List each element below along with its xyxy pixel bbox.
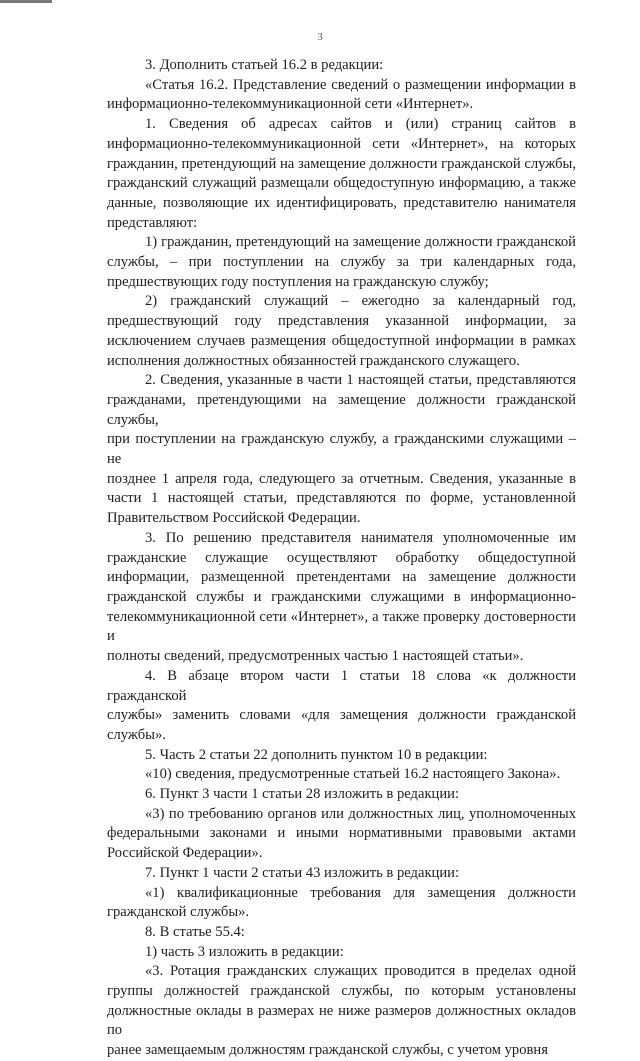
text-line: гражданский служащий размещали общедоступную информацию, а также [107, 175, 576, 192]
text-line: 5. Часть 2 статьи 22 дополнить пунктом 10 в редакции: [145, 746, 488, 763]
text-line: информации, размещенной претендентами на замещение должности [107, 569, 576, 586]
text-line: 3. Дополнить статьей 16.2 в редакции: [145, 57, 384, 73]
text-line: полноты сведений, предусмотренных частью 1 настоящей статьи». [107, 648, 524, 665]
text-line: гражданской службы и гражданскими служащими в информационно- [107, 588, 576, 605]
paragraph [107, 529, 576, 667]
text-line: исполнения должностных обязанностей гражданского служащего. [107, 352, 520, 369]
paragraph [107, 115, 576, 233]
text-line: гражданской службы». [107, 904, 250, 921]
text-line: группы должностей гражданской службы, по которым установлены [107, 983, 576, 1000]
text-line: 8. В статье 55.4: [145, 923, 245, 940]
text-line: 1) гражданин, претендующий на замещение должности гражданской [145, 234, 576, 251]
text-line: федеральными законами и иными нормативными правовыми актами [107, 825, 576, 842]
text-line: Российской Федерации». [107, 845, 263, 862]
text-line: 2) гражданский служащий – ежегодно за календарный год, [145, 293, 576, 310]
text-line: 6. Пункт 3 части 1 статьи 28 изложить в редакции: [145, 786, 460, 803]
paragraph [107, 292, 576, 371]
text-line: при поступлении на гражданскую службу, а гражданскими служащими – не [107, 431, 576, 468]
text-line: 3. По решению представителя нанимателя уполномоченные им [145, 529, 576, 546]
text-line: «3) по требованию органов или должностных лиц, уполномоченных [145, 805, 576, 822]
text-line: 1) часть 3 изложить в редакции: [145, 943, 344, 960]
paragraph [107, 667, 576, 746]
text-line: службы» заменить словами «для замещения должности гражданской [107, 707, 576, 724]
text-line: телекоммуникационной сети «Интернет», а также проверку достоверности и [107, 608, 576, 645]
text-line: гражданские служащие осуществляют обработку общедоступной [107, 549, 576, 566]
paragraph [107, 56, 576, 76]
scan-corner-mark [0, 0, 52, 3]
text-line: предшествующих году поступления на гражданскую службу; [107, 273, 489, 290]
text-line: 2. Сведения, указанные в части 1 настоящей статьи, представляются [145, 372, 576, 389]
text-line: 1. Сведения об адресах сайтов и (или) страниц сайтов в [145, 116, 576, 133]
document-body [107, 56, 576, 1061]
text-line: службы». [107, 726, 166, 743]
text-line: 7. Пункт 1 части 2 статьи 43 изложить в редакции: [145, 864, 460, 881]
paragraph [107, 962, 576, 1061]
page-number: 3 [317, 31, 323, 43]
text-line: представляют: [107, 214, 198, 231]
paragraph [107, 233, 576, 292]
text-line: гражданами, претендующими на замещение должности гражданской службы, [107, 391, 576, 428]
text-line: гражданин, претендующий на замещение должности гражданской службы, [107, 155, 576, 172]
paragraph [107, 923, 576, 943]
paragraph [107, 884, 576, 923]
text-line: предшествующий году представления указанной информации, за [107, 313, 576, 330]
paragraph [107, 785, 576, 805]
text-line: «Статья 16.2. Представление сведений о размещении информации в [145, 76, 576, 93]
text-line: информационно-телекоммуникационной сети «Интернет». [107, 96, 474, 113]
paragraph [107, 746, 576, 766]
paragraph [107, 76, 576, 115]
text-line: «3. Ротация гражданских служащих проводится в пределах одной [145, 963, 576, 980]
paragraph [107, 943, 576, 963]
text-line: службы, – при поступлении на службу за три календарных года, [107, 254, 576, 271]
text-line: исключением случаев размещения общедоступной информации в рамках [107, 332, 576, 349]
text-line: 4. В абзаце втором части 1 статьи 18 слова «к должности гражданской [107, 667, 576, 704]
text-line: информационно-телекоммуникационной сети «Интернет», на которых [107, 135, 576, 152]
text-line: «10) сведения, предусмотренные статьей 16.2 настоящего Закона». [145, 766, 561, 783]
paragraph [107, 765, 576, 785]
text-line: должностные оклады в размерах не ниже размеров должностных окладов по [107, 1002, 576, 1039]
text-line: части 1 настоящей статьи, представляются по форме, установленной [107, 490, 576, 507]
text-line: «1) квалификационные требования для замещения должности [145, 884, 576, 901]
paragraph [107, 864, 576, 884]
text-line: данные, позволяющие их идентифицировать, представителю нанимателя [107, 194, 576, 211]
paragraph [107, 371, 576, 529]
text-line: ранее замещаемым должностям гражданской службы, с учетом уровня [107, 1042, 548, 1059]
paragraph [107, 805, 576, 864]
text-line: позднее 1 апреля года, следующего за отчетным. Сведения, указанные в [107, 470, 576, 487]
text-line: Правительством Российской Федерации. [107, 510, 361, 527]
